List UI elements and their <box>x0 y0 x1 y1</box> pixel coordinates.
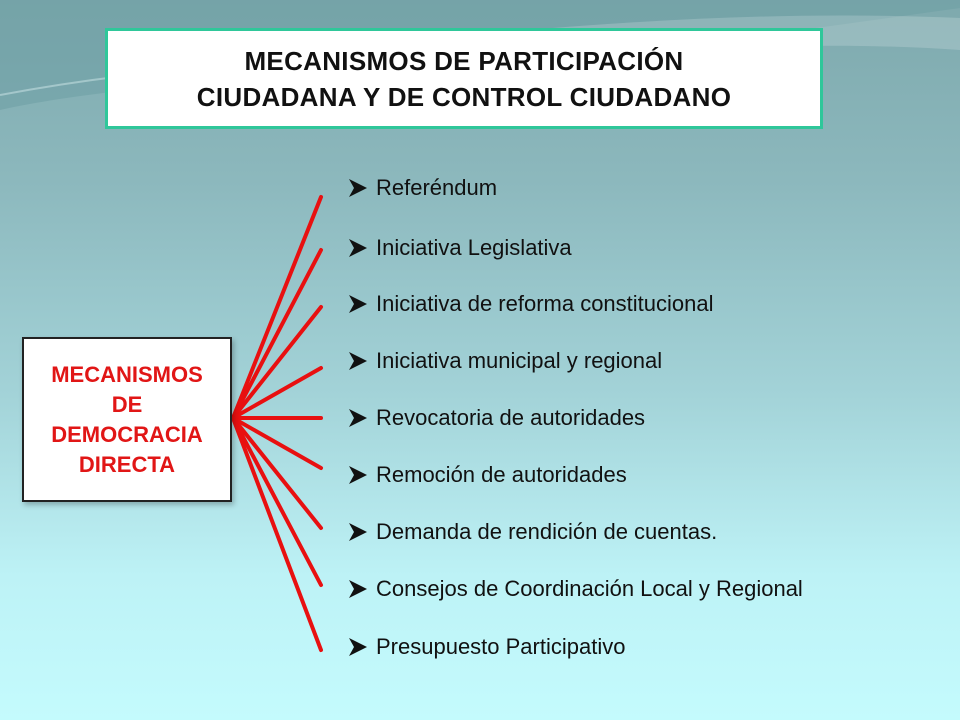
list-item <box>347 287 714 321</box>
list-item-label: Remoción de autoridades <box>376 462 627 487</box>
title-line-1: MECANISMOS DE PARTICIPACIÓN <box>244 45 684 76</box>
list-item-label: Revocatoria de autoridades <box>376 405 646 430</box>
list-item-label: Iniciativa municipal y regional <box>376 348 663 373</box>
list-item <box>347 630 625 664</box>
list-item <box>347 231 572 265</box>
list-item-label: Referéndum <box>376 175 498 200</box>
connector-line <box>233 418 321 650</box>
list-item-label: Demanda de rendición de cuentas. <box>376 519 718 544</box>
arrowhead-bullet-icon <box>347 579 369 599</box>
title-line-2: CIUDADANA Y DE CONTROL CIUDADANO <box>196 81 732 112</box>
arrowhead-bullet-icon <box>347 351 369 371</box>
arrowhead-bullet-icon <box>347 522 369 542</box>
list-item <box>347 458 627 492</box>
arrowhead-bullet-icon <box>347 178 369 198</box>
connector-line <box>233 197 321 418</box>
arrowhead-bullet-icon <box>347 637 369 657</box>
arrowhead-bullet-icon <box>347 294 369 314</box>
connector-line <box>233 418 321 528</box>
list-item-label: Iniciativa de reforma constitucional <box>376 291 714 316</box>
connector-line <box>233 307 321 418</box>
arrowhead-bullet-icon <box>347 465 369 485</box>
mechanism-line-4: DIRECTA <box>78 451 176 477</box>
mechanism-line-2: DE <box>111 391 143 417</box>
list-item-label: Iniciativa Legislativa <box>376 235 572 260</box>
list-item <box>347 171 497 205</box>
mechanism-line-1: MECANISMOS <box>51 361 203 387</box>
arrowhead-bullet-icon <box>347 408 369 428</box>
list-item <box>347 572 803 606</box>
list-item-label: Presupuesto Participativo <box>376 634 626 659</box>
arrowhead-bullet-icon <box>347 238 369 258</box>
mechanism-line-3: DEMOCRACIA <box>51 421 203 447</box>
list-item <box>347 344 662 378</box>
list-item <box>347 401 645 435</box>
mechanism-box <box>22 337 232 502</box>
list-item <box>347 515 717 549</box>
list-item-label: Consejos de Coordinación Local y Regional <box>376 576 803 601</box>
